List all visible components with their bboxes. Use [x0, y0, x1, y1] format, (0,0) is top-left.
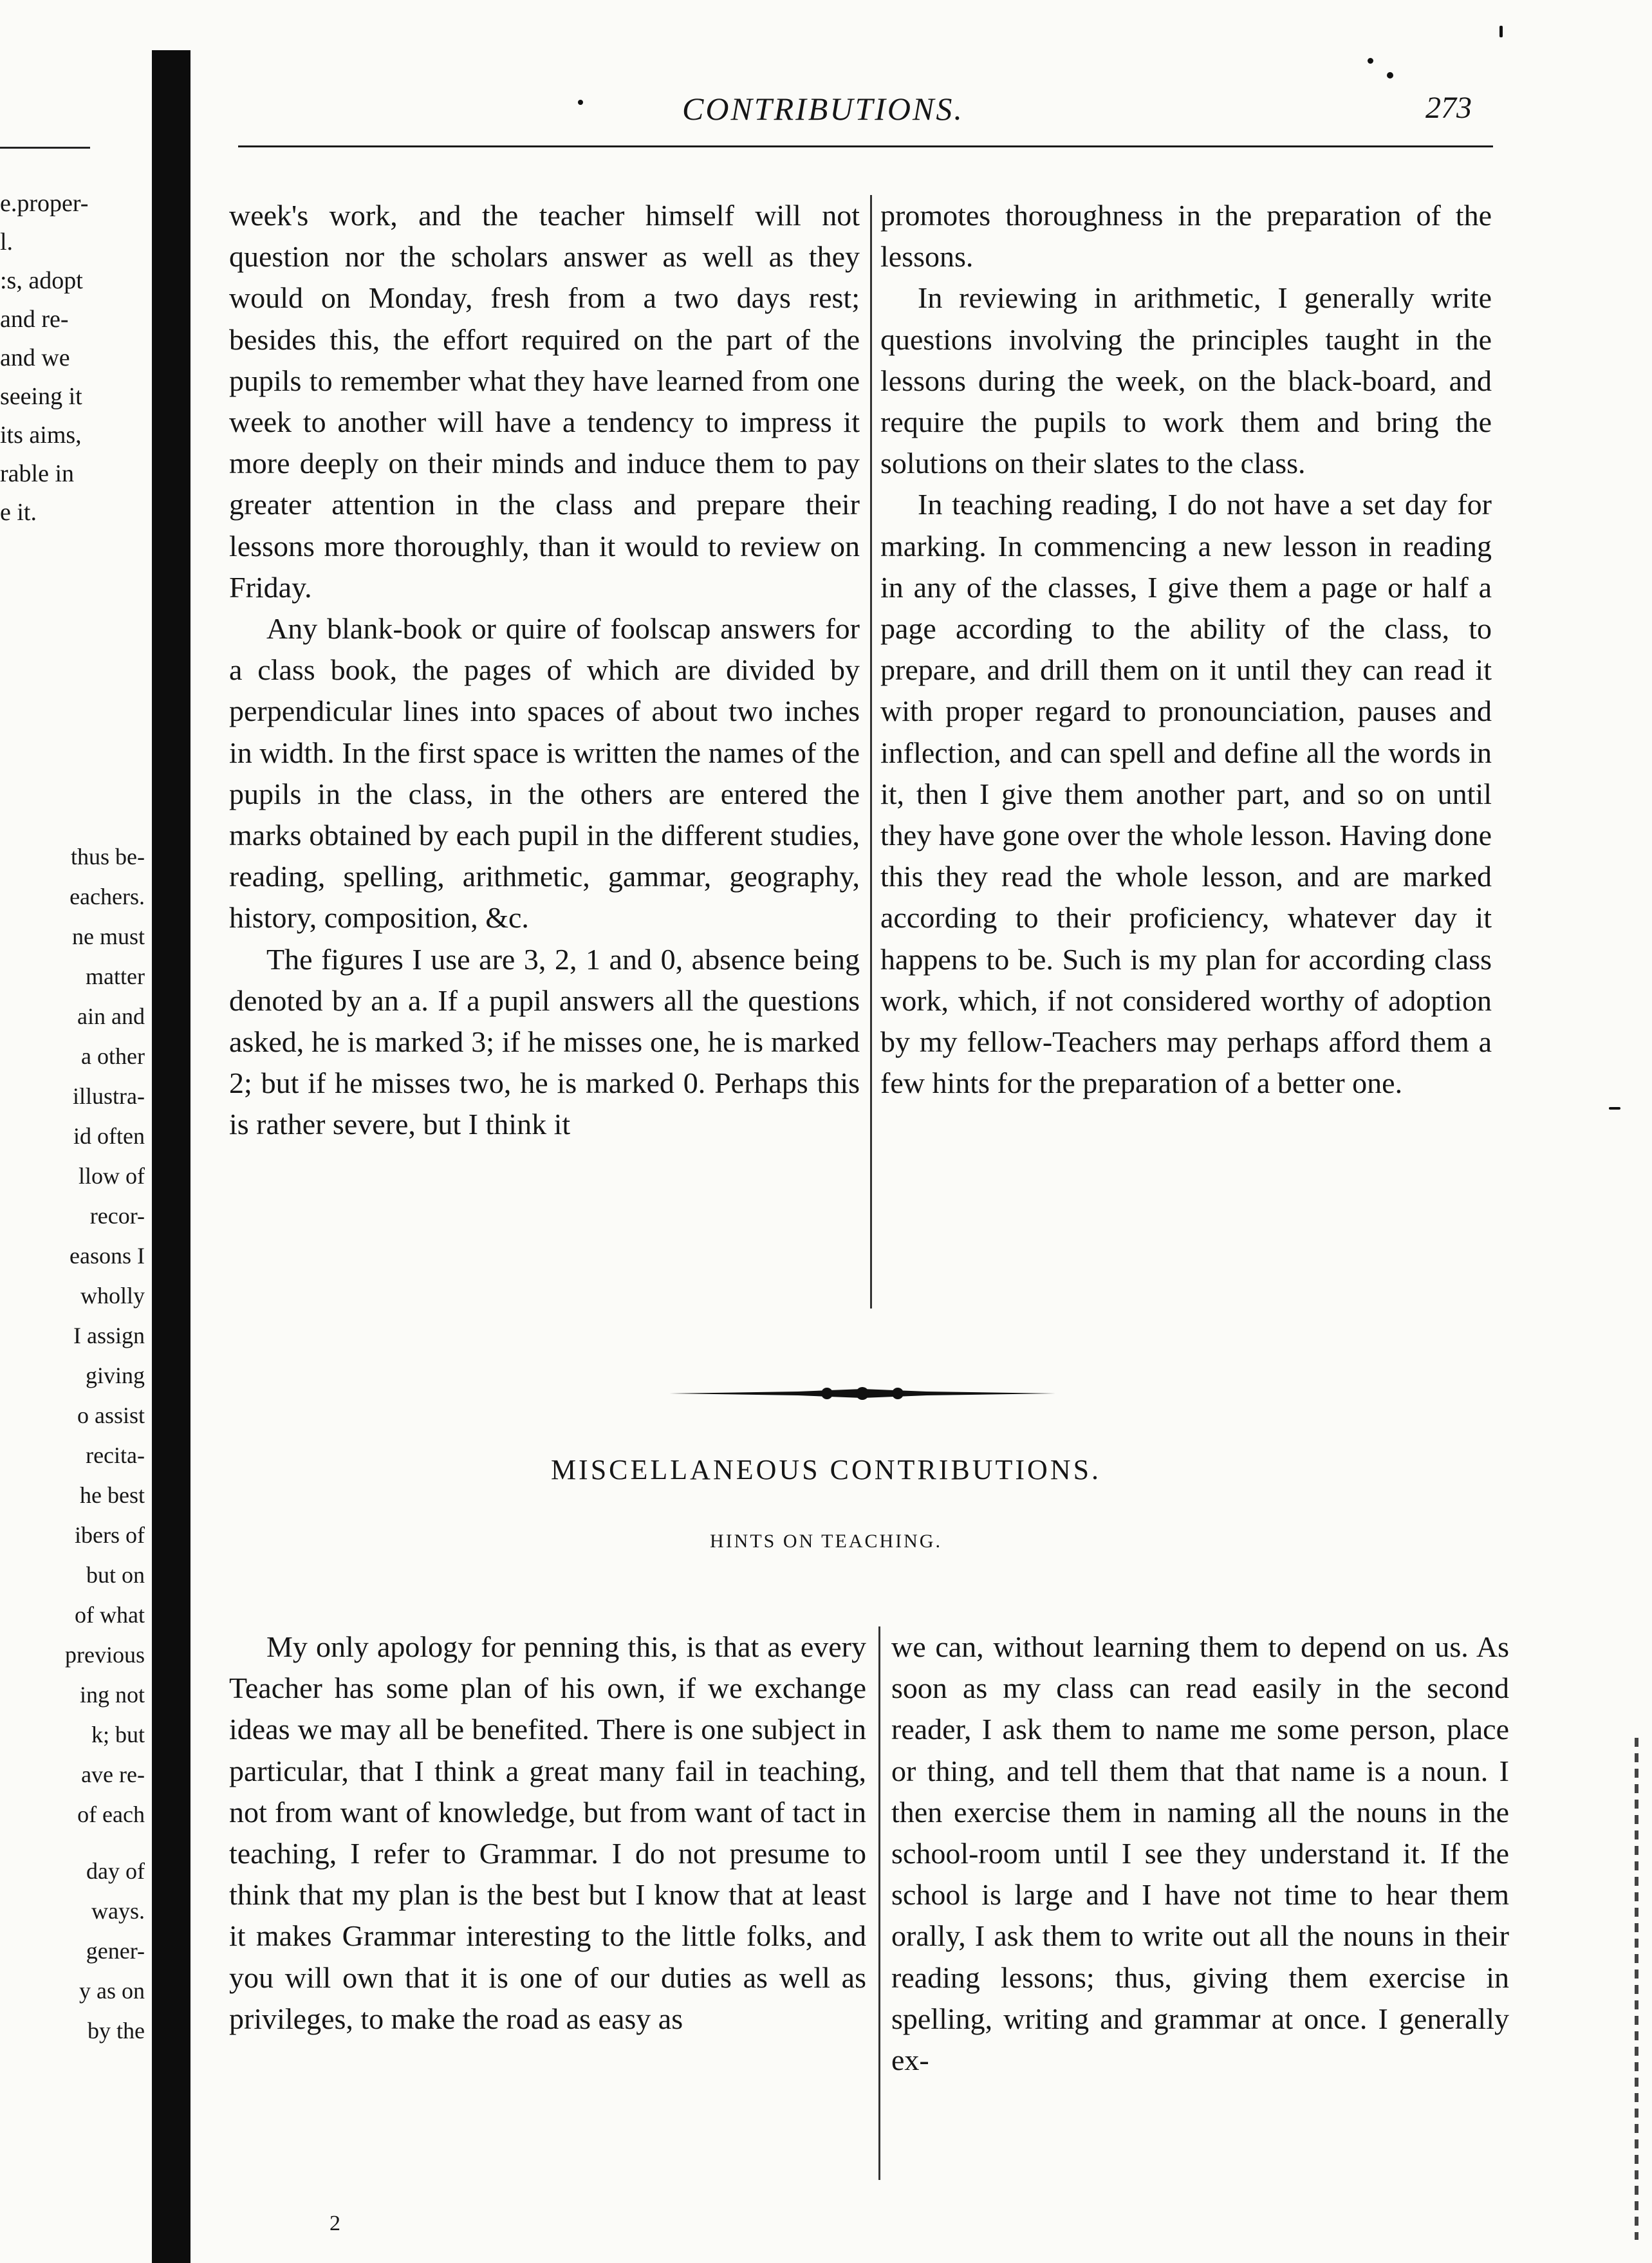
fragment-line: ibers of: [75, 1522, 145, 1548]
fragment-line: previous: [65, 1642, 145, 1668]
article-column-left: [229, 195, 860, 1146]
fragment-line: gener-: [86, 1938, 145, 1964]
section-title: MISCELLANEOUS CONTRIBUTIONS.: [550, 1454, 1102, 1485]
paragraph: My only apology for penning this, is that as every Teacher has some plan of his own, if we exchange ideas we may all be benefited. There is one subject in particular, that I think a great many fail in teaching, not from want of knowledge, but from want of tact in teaching, I refer to Grammar. I do not presume to think that my plan is the best but I know that at least it makes Grammar interesting to the little folks, and you will own that it is one of our duties as well as privileges, to make the road as easy as: [229, 1630, 866, 2035]
left-page-fragment-top: [0, 184, 88, 532]
fragment-line: recita-: [86, 1442, 145, 1468]
header-rule: [238, 145, 1493, 147]
fragment-line: ain and: [77, 1003, 145, 1029]
fragment-line: o assist: [77, 1402, 145, 1428]
fragment-line: seeing it: [0, 383, 82, 410]
paragraph: we can, without learning them to depend on us. As soon as my class can read easily in the second reader, I ask them to name me some person, place or thing, and tell them that that name is a noun. I then exercise them in naming all the nouns in the school-room until I see they understand it. If the school is large and I have not time to hear them orally, I ask them to write out all the nouns in their reading lessons; thus, giving them exercise in spelling, writing and grammar at once. I generally ex-: [891, 1630, 1509, 2077]
column-divider: [878, 1626, 880, 2180]
fragment-line: thus be-: [71, 844, 145, 870]
fragment-line: k; but: [91, 1722, 145, 1747]
fragment-line: id often: [73, 1123, 145, 1149]
fragment-line: day of: [86, 1858, 145, 1884]
article-column-right: [891, 1626, 1509, 2081]
book-spine: [152, 50, 190, 2263]
scan-speck: [1368, 58, 1373, 64]
fragment-line: its aims,: [0, 422, 82, 449]
article-column-left: [229, 1626, 866, 2040]
fragment-line: e.proper-: [0, 190, 89, 217]
left-page-rule: [0, 147, 90, 149]
page-edge-noise: [1635, 1738, 1638, 2240]
paragraph: week's work, and the teacher himself will not question nor the scholars answer as well as they would on Monday, fresh from a two days rest; besides this, the effort required on the part of the pupils to remember what they have learned from one week to another will have a tendency to impress it more deeply on their minds and induce them to pay greater attention in the class and prepare their lessons more thoroughly, than it would to review on Friday.: [229, 199, 860, 604]
fragment-line: ing not: [79, 1682, 145, 1708]
fragment-line: eachers.: [70, 884, 145, 909]
paragraph: Any blank-book or quire of foolscap answers for a class book, the pages of which are divided by perpendicular lines into spaces of about two inches in width. In the first space is written the names of the pupils in the class, in the others are entered the marks obtained by each pupil in the different studies, reading, spelling, arithmetic, gammar, geography, history, composition, &c.: [229, 612, 860, 935]
paragraph: In teaching reading, I do not have a set day for marking. In commencing a new lesson in reading in any of the classes, I give them a page or half a page according to the ability of the class, to prepare, and drill them on it until they can read it with proper regard to pronounciation, pauses and inflection, and can spell and define all the words in it, then I give them another part, and so on until they have gone over the whole lesson. Having done this they read the whole lesson, and are marked according to their proficiency, whatever day it happens to be. Such is my plan for according class work, which, if not considered worthy of adoption by my fellow-Teachers may perhaps afford them a few hints for the preparation of a better one.: [880, 488, 1492, 1100]
fragment-line: matter: [86, 964, 145, 989]
column-divider: [870, 195, 872, 1308]
running-head: CONTRIBUTIONS.: [682, 91, 964, 127]
scan-speck: [578, 100, 583, 105]
ornamental-divider: [669, 1383, 1055, 1404]
fragment-line: y as on: [79, 1978, 145, 2004]
fragment-line: but on: [86, 1562, 145, 1588]
left-page-fragment-middle: [0, 837, 145, 1834]
scan-speck: [1499, 26, 1503, 37]
page-number: 273: [1425, 91, 1472, 125]
scan-speck: [1609, 1107, 1620, 1110]
signature-mark: 2: [329, 2212, 340, 2235]
fragment-line: ne must: [72, 924, 145, 949]
fragment-line: ways.: [91, 1898, 145, 1924]
fragment-line: :s, adopt: [0, 267, 83, 294]
fragment-line: easons I: [70, 1243, 145, 1269]
fragment-line: rable in: [0, 460, 75, 487]
fragment-line: illustra-: [73, 1083, 145, 1109]
fragment-line: ave re-: [81, 1762, 145, 1787]
fragment-line: wholly: [80, 1283, 145, 1308]
left-page-fragment-bottom: [0, 1851, 145, 2051]
fragment-line: giving: [85, 1363, 145, 1388]
fragment-line: by the: [88, 2018, 145, 2044]
fragment-line: recor-: [89, 1203, 145, 1229]
fragment-line: and we: [0, 344, 70, 371]
fragment-line: I assign: [73, 1323, 145, 1348]
fragment-line: he best: [80, 1482, 145, 1508]
fragment-line: a other: [81, 1043, 145, 1069]
paragraph: In reviewing in arithmetic, I generally write questions involving the principles taught in the lessons during the week, on the black-board, and require the pupils to work them and bring the solutions on their slates to the class.: [880, 281, 1492, 480]
fragment-line: llow of: [79, 1163, 145, 1189]
article-column-right: [880, 195, 1492, 1104]
paragraph: The figures I use are 3, 2, 1 and 0, absence being denoted by an a. If a pupil answers all the questions asked, he is marked 3; if he misses one, he is marked 2; but if he misses two, he is marked 0. Perhaps this is rather severe, but I think it: [229, 942, 860, 1141]
fragment-line: e it.: [0, 499, 37, 526]
section-subtitle: HINTS ON TEACHING.: [710, 1531, 942, 1552]
fragment-line: and re-: [0, 306, 69, 333]
fragment-line: of what: [75, 1602, 145, 1628]
scan-speck: [1387, 72, 1393, 79]
fragment-line: of each: [77, 1802, 145, 1827]
fragment-line: l.: [0, 228, 14, 256]
paragraph: promotes thoroughness in the preparation of the lessons.: [880, 199, 1492, 274]
